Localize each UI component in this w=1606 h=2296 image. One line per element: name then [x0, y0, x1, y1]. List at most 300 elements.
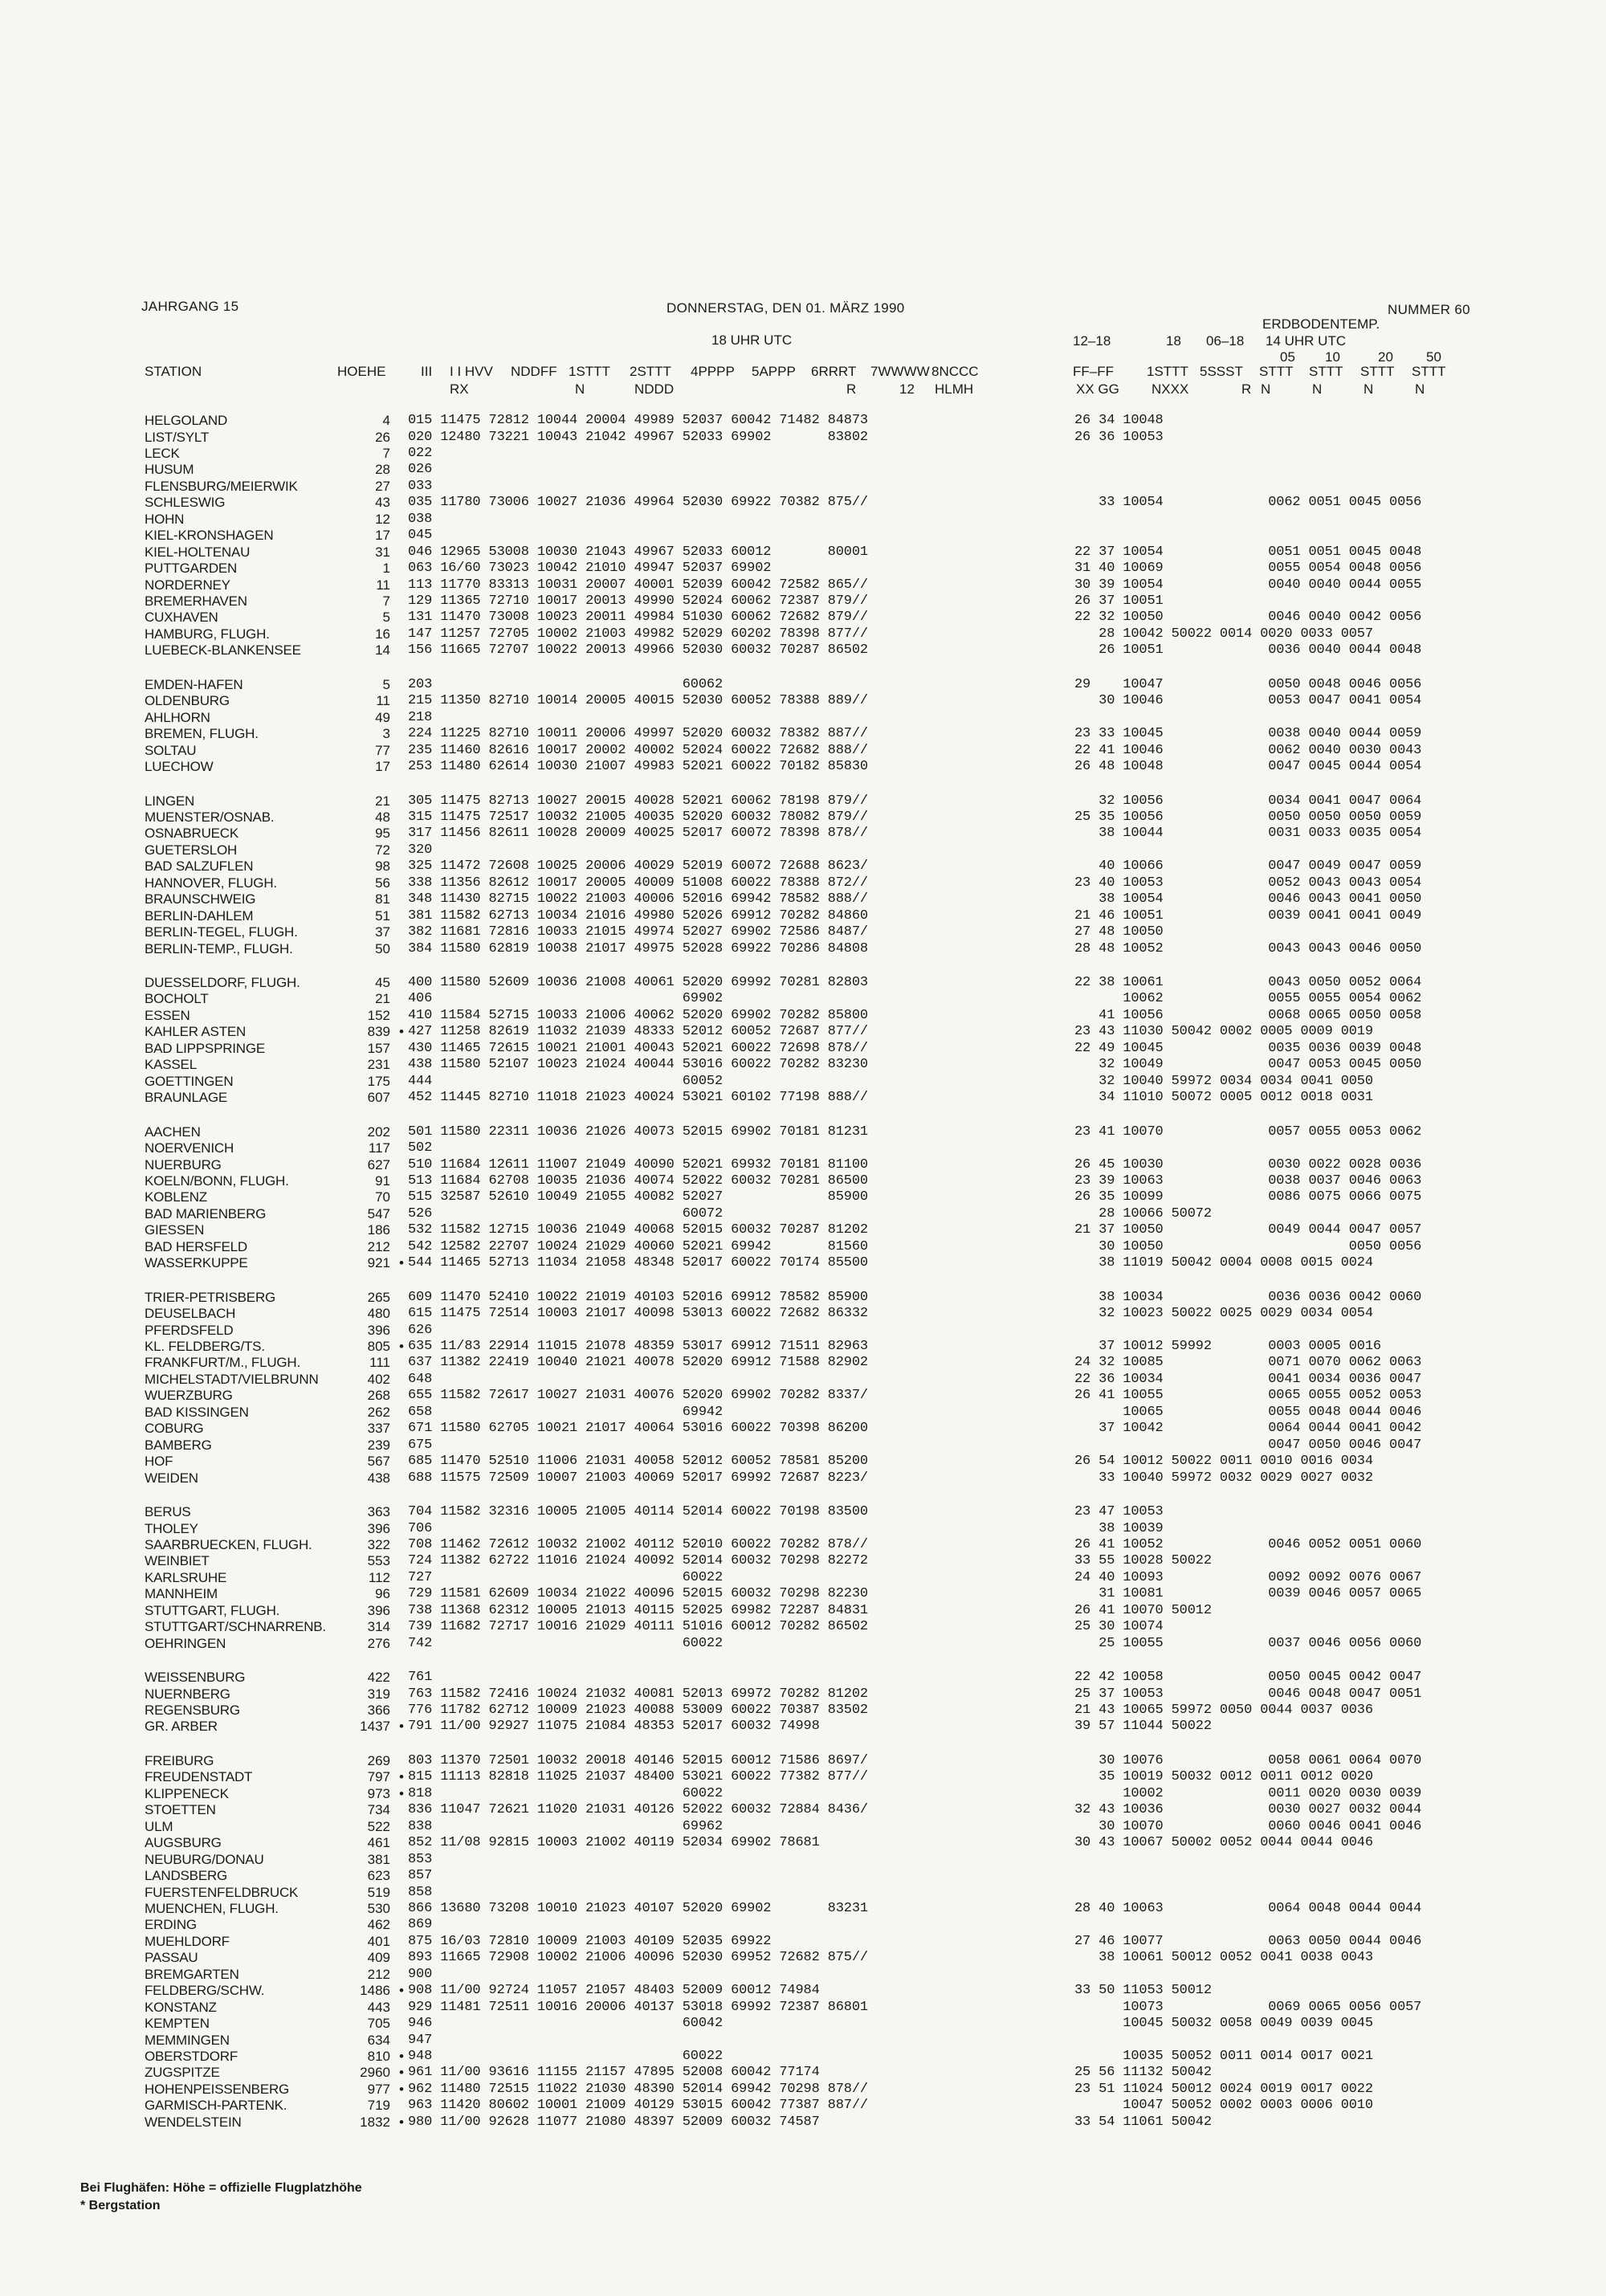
synop-18utc-data: 853	[408, 1851, 433, 1867]
table-row	[0, 1289, 1606, 1306]
table-row	[0, 875, 1606, 891]
table-row	[0, 1453, 1606, 1470]
station-height: 319	[367, 1686, 390, 1702]
table-row	[0, 1040, 1606, 1057]
table-row	[0, 676, 1606, 693]
station-height: 21	[375, 991, 390, 1007]
station-name: BRAUNLAGE	[145, 1090, 228, 1106]
station-height: 269	[367, 1752, 390, 1768]
station-height: 43	[375, 495, 390, 511]
extremes-soil-data: 25 30 10074	[1074, 1619, 1164, 1635]
station-height: 805	[367, 1339, 390, 1354]
station-name: LUEBECK-BLANKENSEE	[145, 642, 301, 659]
station-height: 1	[382, 561, 390, 577]
station-name: KLIPPENECK	[145, 1785, 229, 1801]
table-row	[0, 1933, 1606, 1950]
station-height: 381	[367, 1851, 390, 1867]
station-name: EMDEN-HAFEN	[145, 676, 243, 692]
table-row	[0, 1867, 1606, 1884]
station-height: 921	[367, 1255, 390, 1271]
extremes-soil-data: 21 37 10050 0049 0044 0047 0057	[1074, 1222, 1422, 1238]
synop-18utc-data: 438 11580 52107 10023 21024 40044 53016 60022 70282 83230	[408, 1057, 868, 1073]
station-name: BOCHOLT	[145, 991, 209, 1007]
extremes-soil-data: 32 10049 0047 0053 0045 0050	[1074, 1057, 1422, 1073]
synop-18utc-data: 857	[408, 1868, 433, 1883]
synop-18utc-data: 542 12582 22707 10024 21029 40060 52021 69942 81560	[408, 1238, 868, 1254]
mountain-station-marker: •	[399, 2048, 404, 2064]
station-height: 547	[367, 1205, 390, 1221]
table-row	[0, 2081, 1606, 2098]
table-row	[0, 725, 1606, 742]
station-height: 522	[367, 1818, 390, 1834]
synop-18utc-data: 875 16/03 72810 10009 21003 40109 52035 69922	[408, 1933, 772, 1949]
station-name: KOBLENZ	[145, 1189, 207, 1205]
extremes-soil-data: 30 10076 0058 0061 0064 0070	[1074, 1752, 1422, 1768]
station-height: 2960	[360, 2065, 390, 2081]
extremes-soil-data: 0047 0050 0046 0047	[1074, 1437, 1422, 1453]
station-name: COBURG	[145, 1421, 204, 1437]
table-row	[0, 793, 1606, 810]
table-row	[0, 1785, 1606, 1802]
synop-18utc-data: 338 11356 82612 10017 20005 40009 51008 60022 78388 872//	[408, 875, 868, 891]
extremes-soil-data: 38 10054 0046 0043 0041 0050	[1074, 891, 1422, 907]
station-height: 3	[382, 726, 390, 742]
station-name: OSNABRUECK	[145, 826, 239, 842]
extremes-soil-data: 30 10070 0060 0046 0041 0046	[1074, 1818, 1422, 1834]
station-height: 705	[367, 2016, 390, 2031]
extremes-soil-data: 30 10046 0053 0047 0041 0054	[1074, 693, 1422, 709]
station-name: BAMBERG	[145, 1437, 212, 1453]
station-name: THOLEY	[145, 1520, 198, 1536]
table-row	[0, 1371, 1606, 1388]
station-name: HUSUM	[145, 462, 194, 478]
station-height: 402	[367, 1371, 390, 1387]
station-name: HOHN	[145, 511, 185, 527]
synop-18utc-data: 384 11580 62819 10038 21017 49975 52028 69922 70286 84808	[408, 940, 868, 956]
mountain-station-marker: •	[399, 1339, 404, 1354]
station-height: 797	[367, 1769, 390, 1785]
station-height: 26	[375, 429, 390, 445]
header-iii: III	[421, 364, 433, 379]
synop-18utc-data: 852 11/08 92815 10003 21002 40119 52034 69902 78681	[408, 1835, 820, 1851]
station-name: STUTTGART/SCHNARRENB.	[145, 1619, 326, 1635]
header-n-20: N	[1363, 381, 1374, 397]
synop-18utc-data: 948 60022	[408, 2048, 724, 2064]
station-height: 175	[367, 1073, 390, 1089]
station-name: BREMERHAVEN	[145, 593, 247, 609]
synop-18utc-data: 253 11480 62614 10030 21007 49983 52021 60022 70182 85830	[408, 759, 868, 774]
station-height: 112	[368, 1569, 390, 1585]
synop-18utc-data: 708 11462 72612 10032 21002 40112 52010 60022 70282 878//	[408, 1536, 868, 1552]
synop-18utc-data: 980 11/00 92628 11077 21080 48397 52009 60032 74587	[408, 2114, 820, 2130]
station-height: 7	[382, 445, 390, 461]
extremes-soil-data: 23 51 11024 50012 0024 0019 0017 0022	[1074, 2081, 1373, 2097]
header-6rrrt-sub: R	[846, 381, 857, 397]
station-name: HAMBURG, FLUGH.	[145, 626, 270, 642]
mountain-station-marker: •	[399, 1785, 404, 1801]
table-row	[0, 1437, 1606, 1454]
station-name: BERLIN-DAHLEM	[145, 907, 254, 924]
header-hoehe: HOEHE	[337, 364, 386, 379]
extremes-soil-data: 25 35 10056 0050 0050 0050 0059	[1074, 809, 1422, 825]
table-row	[0, 1768, 1606, 1785]
station-height: 117	[368, 1140, 390, 1156]
station-height: 28	[375, 462, 390, 478]
station-name: FRANKFURT/M., FLUGH.	[145, 1355, 301, 1371]
station-height: 973	[367, 1785, 390, 1801]
extremes-soil-data: 23 40 10053 0052 0043 0043 0054	[1074, 875, 1422, 891]
station-name: MEMMINGEN	[145, 2032, 230, 2048]
extremes-soil-data: 25 10055 0037 0046 0056 0060	[1074, 1635, 1422, 1651]
synop-18utc-data: 320	[408, 842, 433, 858]
station-height: 91	[375, 1172, 390, 1189]
station-height: 634	[367, 2032, 390, 2048]
synop-18utc-data: 727 60022	[408, 1569, 724, 1585]
station-height: 81	[375, 891, 390, 907]
synop-18utc-data: 961 11/00 93616 11155 21157 47895 52008 60042 77174	[408, 2065, 820, 2081]
table-row	[0, 1702, 1606, 1719]
synop-18utc-data: 526 60072	[408, 1205, 724, 1221]
table-row	[0, 560, 1606, 577]
station-name: DUESSELDORF, FLUGH.	[145, 975, 300, 990]
synop-18utc-data: 215 11350 82710 10014 20005 40015 52030 60052 78388 889//	[408, 693, 868, 709]
station-height: 37	[375, 924, 390, 940]
station-name: NUERNBERG	[145, 1686, 230, 1702]
table-row	[0, 1404, 1606, 1421]
synop-18utc-data: 381 11582 62713 10034 21016 49980 52026 69912 70282 84860	[408, 907, 868, 924]
synop-18utc-data: 315 11475 72517 10032 21005 40035 52020 60032 78082 879//	[408, 809, 868, 825]
synop-18utc-data: 688 11575 72509 10007 21003 40069 52017 69992 72687 8223/	[408, 1470, 868, 1486]
mountain-station-marker: •	[399, 2065, 404, 2081]
issue-number: NUMMER 60	[1388, 302, 1470, 317]
table-row	[0, 511, 1606, 528]
table-row	[0, 742, 1606, 759]
synop-18utc-data: 406 69902	[408, 991, 724, 1007]
header-5ssst: 5SSST	[1200, 364, 1243, 379]
station-name: BERLIN-TEMP., FLUGH.	[145, 940, 293, 956]
station-height: 16	[375, 626, 390, 642]
station-name: PASSAU	[145, 1950, 198, 1966]
synop-18utc-data: 382 11681 72816 10033 21015 49974 52027 69902 72586 8487/	[408, 924, 868, 940]
synop-18utc-data: 791 11/00 92927 11075 21084 48353 52017 60032 74998	[408, 1719, 820, 1735]
synop-18utc-data: 410 11584 52715 10033 21006 40062 52020 69902 70282 85800	[408, 1007, 868, 1023]
header-5ssst-sub: R	[1241, 381, 1252, 397]
extremes-soil-data: 39 57 11044 50022	[1074, 1719, 1212, 1735]
table-row	[0, 990, 1606, 1007]
station-name: KAHLER ASTEN	[145, 1024, 247, 1040]
synop-18utc-data: 427 11258 82619 11032 21039 48333 52012 60052 72687 877//	[408, 1024, 868, 1040]
table-row	[0, 1254, 1606, 1271]
table-row	[0, 1387, 1606, 1404]
header-1sttt-14: 1STTT	[1147, 364, 1188, 379]
extremes-soil-data: 27 48 10050	[1074, 924, 1164, 940]
extremes-soil-data: 22 36 10034 0041 0034 0036 0047	[1074, 1371, 1422, 1387]
station-name: WEIDEN	[145, 1470, 198, 1486]
table-row	[0, 626, 1606, 642]
table-row	[0, 1140, 1606, 1156]
extremes-soil-data: 10045 50032 0058 0049 0039 0045	[1074, 2016, 1373, 2031]
synop-18utc-data: 430 11465 72615 10021 21001 40043 52021 60022 72698 878//	[408, 1040, 868, 1056]
table-row	[0, 2064, 1606, 2081]
station-height: 396	[367, 1602, 390, 1618]
station-height: 322	[367, 1536, 390, 1552]
station-name: REGENSBURG	[145, 1703, 240, 1718]
extremes-soil-data: 22 32 10050 0046 0040 0042 0056	[1074, 610, 1422, 626]
station-height: 366	[367, 1703, 390, 1718]
footnote-airport-height: Bei Flughäfen: Höhe = offizielle Flugplatzhöhe	[80, 2181, 362, 2195]
table-row	[0, 2114, 1606, 2131]
station-height: 11	[376, 577, 390, 593]
synop-18utc-data: 033	[408, 478, 433, 494]
station-name: BAD LIPPSPRINGE	[145, 1040, 266, 1056]
extremes-soil-data: 21 43 10065 59972 0050 0044 0037 0036	[1074, 1703, 1373, 1718]
station-height: 77	[375, 742, 390, 758]
station-name: AACHEN	[145, 1124, 201, 1140]
table-row	[0, 1818, 1606, 1835]
table-row	[0, 1322, 1606, 1339]
header-sttt-20: STTT	[1360, 364, 1395, 379]
header-1sttt-sub: N	[575, 381, 585, 397]
station-height: 49	[375, 709, 390, 725]
synop-18utc-data: 803 11370 72501 10032 20018 40146 52015 60012 71586 8697/	[408, 1752, 868, 1768]
header-depth-20: 20	[1378, 349, 1393, 365]
synop-18utc-data: 704 11582 32316 10005 21005 40114 52014 60022 70198 83500	[408, 1504, 868, 1519]
synop-18utc-data: 866 13680 73208 10010 21023 40107 52020 69902 83231	[408, 1900, 868, 1916]
extremes-soil-data: 37 10042 0064 0044 0041 0042	[1074, 1421, 1422, 1437]
extremes-soil-data: 28 10066 50072	[1074, 1205, 1212, 1221]
synop-18utc-data: 729 11581 62609 10034 21022 40096 52015 60032 70298 82230	[408, 1586, 868, 1602]
extremes-soil-data: 26 35 10099 0086 0075 0066 0075	[1074, 1189, 1422, 1205]
synop-18utc-data: 400 11580 52609 10036 21008 40061 52020 69992 70281 82803	[408, 975, 868, 990]
station-height: 17	[375, 528, 390, 544]
extremes-soil-data: 26 34 10048	[1074, 413, 1164, 428]
synop-18utc-data: 626	[408, 1322, 433, 1338]
synop-18utc-data: 532 11582 12715 10036 21049 40068 52015 60032 70287 81202	[408, 1222, 868, 1238]
station-name: HOF	[145, 1454, 173, 1470]
table-row	[0, 1221, 1606, 1238]
header-hour-18: 18	[1166, 333, 1181, 349]
header-2sttt: 2STTT	[630, 364, 671, 379]
station-name: BAD MARIENBERG	[145, 1205, 267, 1221]
synop-18utc-data: 305 11475 82713 10027 20015 40028 52021 60062 78198 879//	[408, 793, 868, 809]
extremes-soil-data: 10073 0069 0065 0056 0057	[1074, 1999, 1422, 2015]
synop-18utc-data: 026	[408, 462, 433, 478]
station-height: 51	[375, 907, 390, 924]
table-row	[0, 2032, 1606, 2049]
extremes-soil-data: 22 38 10061 0043 0050 0052 0064	[1074, 975, 1422, 990]
station-name: NUERBURG	[145, 1156, 222, 1172]
extremes-soil-data: 25 37 10053 0046 0048 0047 0051	[1074, 1686, 1422, 1702]
station-height: 96	[375, 1586, 390, 1602]
synop-18utc-data: 609 11470 52410 10022 21019 40103 52016 69912 78582 85900	[408, 1289, 868, 1305]
extremes-soil-data: 28 10042 50022 0014 0020 0033 0057	[1074, 626, 1373, 642]
table-row	[0, 1635, 1606, 1652]
synop-18utc-data: 869	[408, 1917, 433, 1933]
station-name: GOETTINGEN	[145, 1073, 234, 1089]
station-name: GR. ARBER	[145, 1719, 218, 1735]
station-height: 409	[367, 1950, 390, 1966]
station-height: 212	[367, 1966, 390, 1982]
station-name: NEUBURG/DONAU	[145, 1851, 264, 1867]
station-name: WUERZBURG	[145, 1388, 233, 1404]
table-row	[0, 1801, 1606, 1818]
header-4pppp: 4PPPP	[691, 364, 735, 379]
station-height: 461	[367, 1835, 390, 1851]
station-height: 70	[375, 1189, 390, 1205]
synop-18utc-data: 444 60052	[408, 1073, 724, 1089]
extremes-soil-data: 30 43 10067 50002 0052 0044 0044 0046	[1074, 1835, 1373, 1851]
station-name: ZUGSPITZE	[145, 2065, 220, 2081]
table-row	[0, 1238, 1606, 1255]
station-name: GARMISCH-PARTENK.	[145, 2098, 287, 2114]
header-14-uhr-utc: 14 UHR UTC	[1266, 333, 1347, 349]
extremes-soil-data: 29 10047 0050 0048 0046 0056	[1074, 676, 1422, 692]
synop-18utc-data: 836 11047 72621 11020 21031 40126 52022 60032 72884 8436/	[408, 1802, 868, 1818]
station-height: 363	[367, 1504, 390, 1519]
synop-18utc-data: 738 11368 62312 10005 21013 40115 52025 69982 72287 84831	[408, 1602, 868, 1618]
extremes-soil-data: 26 41 10070 50012	[1074, 1602, 1212, 1618]
synop-18utc-data: 131 11470 73008 10023 20011 49984 51030 60062 72682 879//	[408, 610, 868, 626]
station-height: 422	[367, 1670, 390, 1686]
extremes-soil-data: 30 10050 0050 0056	[1074, 1238, 1422, 1254]
synop-18utc-data: 038	[408, 511, 433, 527]
station-name: KEMPTEN	[145, 2016, 210, 2031]
station-name: WEISSENBURG	[145, 1670, 246, 1686]
header-7wwww: 7WWWW	[870, 364, 930, 379]
table-row	[0, 412, 1606, 429]
extremes-soil-data: 25 56 11132 50042	[1074, 2065, 1212, 2081]
station-name: MUENCHEN, FLUGH.	[145, 1900, 279, 1916]
synop-18utc-data: 544 11465 52713 11034 21058 48348 52017 60022 70174 85500	[408, 1255, 868, 1271]
synop-18utc-data: 963 11420 80602 10001 21009 40129 53015 60042 77387 887//	[408, 2098, 868, 2114]
extremes-soil-data: 22 37 10054 0051 0051 0045 0048	[1074, 544, 1422, 560]
station-height: 268	[367, 1388, 390, 1404]
station-height: 810	[367, 2048, 390, 2064]
synop-18utc-data: 203 60062	[408, 676, 724, 692]
table-row	[0, 1470, 1606, 1486]
extremes-soil-data: 10065 0055 0048 0044 0046	[1074, 1404, 1422, 1420]
extremes-soil-data: 32 43 10036 0030 0027 0032 0044	[1074, 1802, 1422, 1818]
table-row	[0, 2015, 1606, 2032]
extremes-soil-data: 28 48 10052 0043 0043 0046 0050	[1074, 940, 1422, 956]
station-height: 1437	[360, 1719, 390, 1735]
station-name: BERUS	[145, 1504, 191, 1519]
station-height: 438	[367, 1470, 390, 1486]
header-nddff: NDDFF	[511, 364, 557, 379]
table-row	[0, 1354, 1606, 1371]
mountain-station-marker: •	[399, 1255, 404, 1271]
table-row	[0, 1618, 1606, 1635]
header-soil-temperature: ERDBODENTEMP.	[1262, 316, 1380, 332]
station-name: WASSERKUPPE	[145, 1255, 248, 1271]
station-height: 95	[375, 826, 390, 842]
table-row	[0, 842, 1606, 858]
table-row	[0, 1503, 1606, 1520]
header-iihvv: I I HVV	[450, 364, 493, 379]
extremes-soil-data: 22 41 10046 0062 0040 0030 0043	[1074, 742, 1422, 758]
station-height: 50	[375, 940, 390, 956]
station-name: BREMEN, FLUGH.	[145, 726, 259, 742]
mountain-station-marker: •	[399, 1983, 404, 1999]
station-name: KARLSRUHE	[145, 1569, 227, 1585]
station-height: 839	[367, 1024, 390, 1040]
table-row	[0, 1305, 1606, 1322]
synop-18utc-data: 776 11782 62712 10009 21023 40088 53009 60022 70387 83502	[408, 1703, 868, 1718]
synop-18utc-data: 501 11580 22311 10036 21026 40073 52015 69902 70181 81231	[408, 1124, 868, 1140]
synop-18utc-data: 763 11582 72416 10024 21032 40081 52013 69972 70282 81202	[408, 1686, 868, 1702]
table-row	[0, 527, 1606, 544]
synop-18utc-data: 156 11665 72707 10022 20013 49966 52030 60032 70287 86502	[408, 642, 868, 659]
table-row	[0, 924, 1606, 940]
synop-18utc-data: 929 11481 72511 10016 20006 40137 53018 69992 72387 86801	[408, 1999, 868, 2015]
header-depth-10: 10	[1325, 349, 1340, 365]
extremes-soil-data: 31 40 10069 0055 0054 0048 0056	[1074, 561, 1422, 577]
station-name: ERDING	[145, 1917, 197, 1933]
station-height: 337	[367, 1421, 390, 1437]
station-name: MICHELSTADT/VIELBRUNN	[145, 1371, 319, 1387]
extremes-soil-data: 23 39 10063 0038 0037 0046 0063	[1074, 1172, 1422, 1189]
extremes-soil-data: 33 10040 59972 0032 0029 0027 0032	[1074, 1470, 1373, 1486]
synop-18utc-data: 063 16/60 73023 10042 21010 49947 52037 69902	[408, 561, 772, 577]
header-depth-05: 05	[1280, 349, 1295, 365]
extremes-soil-data: 32 10040 59972 0034 0034 0041 0050	[1074, 1073, 1373, 1089]
header-5appp: 5APPP	[752, 364, 796, 379]
header-6rrrt: 6RRRT	[811, 364, 857, 379]
station-name: BRAUNSCHWEIG	[145, 891, 256, 907]
header-sttt-10: STTT	[1309, 364, 1343, 379]
station-height: 977	[367, 2081, 390, 2097]
table-row	[0, 692, 1606, 709]
synop-18utc-data: 658 69942	[408, 1404, 724, 1420]
header-n-05: N	[1261, 381, 1271, 397]
synop-18utc-data: 015 11475 72812 10044 20004 49989 52037 60042 71482 84873	[408, 413, 868, 428]
station-height: 519	[367, 1884, 390, 1900]
station-name: KONSTANZ	[145, 1999, 217, 2015]
header-depth-50: 50	[1426, 349, 1441, 365]
station-name: PUTTGARDEN	[145, 561, 238, 577]
table-row	[0, 1752, 1606, 1769]
table-row	[0, 940, 1606, 957]
station-name: BAD SALZUFLEN	[145, 858, 254, 875]
synop-18utc-data: 147 11257 72705 10002 21003 49982 52029 60202 78398 877//	[408, 626, 868, 642]
synop-18utc-data: 671 11580 62705 10021 21017 40064 53016 60022 70398 86200	[408, 1421, 868, 1437]
station-name: FLENSBURG/MEIERWIK	[145, 478, 298, 494]
station-name: KOELN/BONN, FLUGH.	[145, 1172, 289, 1189]
mountain-station-marker: •	[399, 1719, 404, 1735]
table-row	[0, 1023, 1606, 1040]
table-row	[0, 2048, 1606, 2065]
station-name: CUXHAVEN	[145, 610, 218, 626]
extremes-soil-data: 32 10056 0034 0041 0047 0064	[1074, 793, 1422, 809]
station-height: 623	[367, 1868, 390, 1883]
header-8nccc-sub: HLMH	[935, 381, 974, 397]
station-name: SOLTAU	[145, 742, 197, 758]
table-row	[0, 1949, 1606, 1966]
synop-18utc-data: 317 11456 82611 10028 20009 40025 52017 60072 78398 878//	[408, 826, 868, 842]
table-row	[0, 1156, 1606, 1173]
table-row	[0, 858, 1606, 875]
synop-18utc-data: 502	[408, 1140, 433, 1156]
station-height: 4	[382, 413, 390, 428]
station-name: ULM	[145, 1818, 173, 1834]
synop-18utc-data: 615 11475 72514 10003 21017 40098 53013 60022 72682 86332	[408, 1306, 868, 1322]
station-height: 396	[367, 1520, 390, 1536]
synop-18utc-data: 452 11445 82710 11018 21023 40024 53021 60102 77198 888//	[408, 1090, 868, 1106]
station-height: 5	[382, 676, 390, 692]
table-row	[0, 609, 1606, 626]
extremes-soil-data: 23 47 10053	[1074, 1504, 1164, 1519]
mountain-station-marker: •	[399, 2081, 404, 2097]
